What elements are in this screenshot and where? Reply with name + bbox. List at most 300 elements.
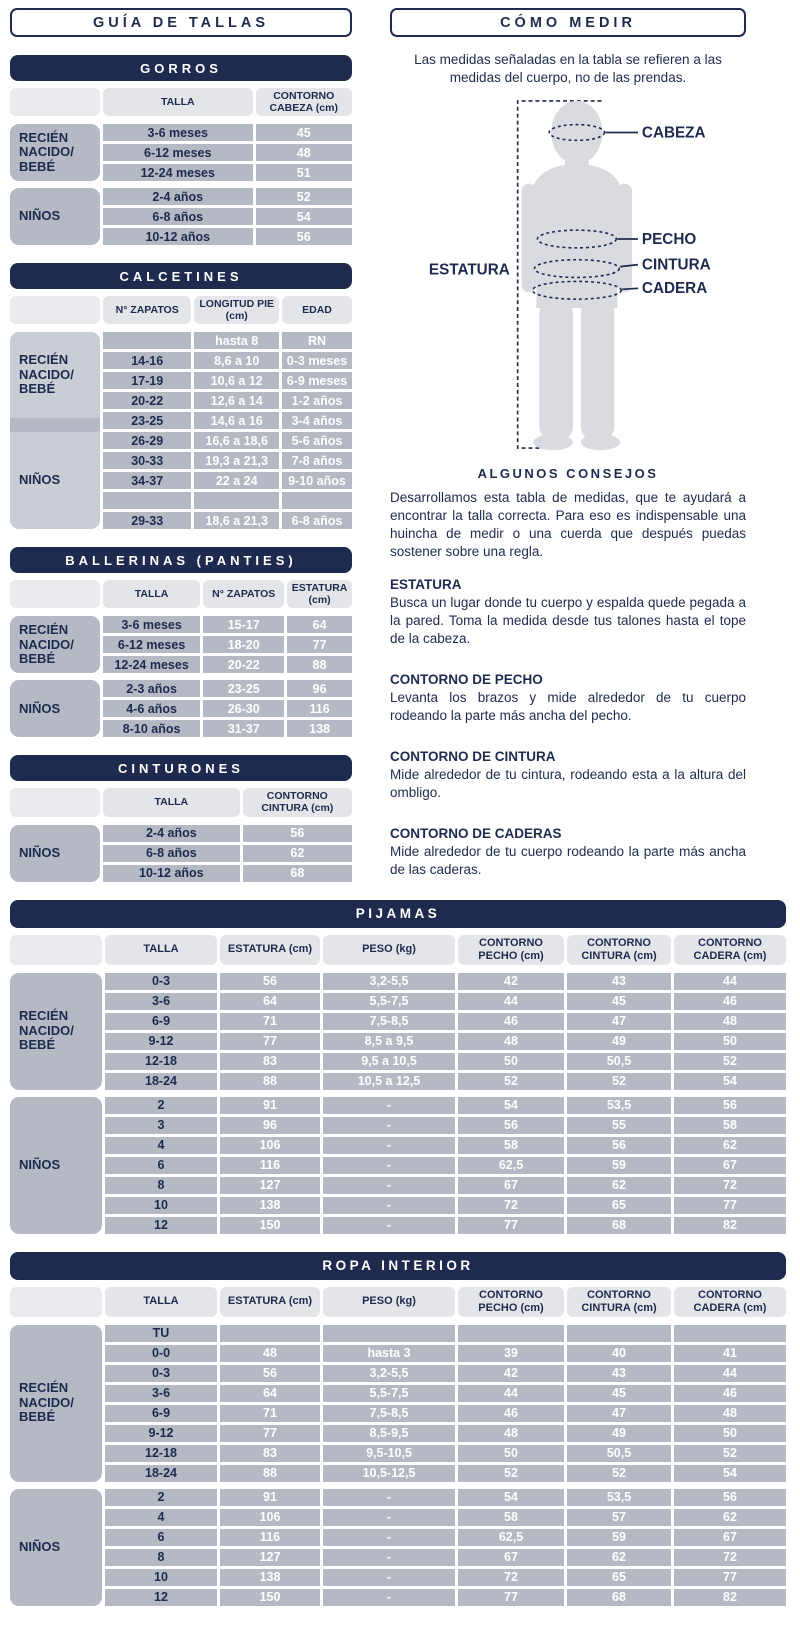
table-cell: 0-3 [105,973,217,990]
table-cell: 10-12 años [103,228,253,245]
table-cell: 10 [105,1197,217,1214]
table-cell: 3-6 [105,993,217,1010]
table-header-row [10,935,786,965]
table-cell: 54 [674,1465,786,1482]
table-cell [282,492,352,509]
table-row [105,973,786,990]
table-cell: 62 [567,1549,671,1566]
table-cell: 71 [220,1405,320,1422]
category-cell [10,124,100,181]
table-row [103,452,352,469]
table-cell: 67 [458,1549,564,1566]
table-row [105,1325,786,1342]
table-header-row [10,580,352,608]
column-header: PESO (kg) [323,1287,455,1317]
section-text: Mide alrededor de tu cuerpo rodeando la parte más ancha de las caderas. [390,843,746,877]
right-column [390,8,746,882]
table-cell: 64 [287,616,352,633]
column-header: CONTORNO CADERA (cm) [674,935,786,965]
rows-container [103,124,352,181]
table-cell: 62 [674,1137,786,1154]
table-cell: 20-22 [103,392,191,409]
table-cell: - [323,1117,455,1134]
table-row [105,1137,786,1154]
rows-container [105,1325,786,1482]
rows-container [103,188,352,245]
table-cell: 71 [220,1013,320,1030]
table-cell: 48 [458,1033,564,1050]
table-cell: 50,5 [567,1445,671,1462]
table-cell: 52 [458,1073,564,1090]
table-cell: 52 [674,1445,786,1462]
table-cell: 44 [674,973,786,990]
measure-section-pecho [390,672,746,725]
table-cell: 9,5-10,5 [323,1445,455,1462]
cadera-label: CADERA [641,280,708,298]
table-header-row [10,296,352,324]
table-cell [458,1325,564,1342]
table-cell: 26-30 [203,700,284,717]
table-cell: 46 [458,1013,564,1030]
table-cell: 3-6 meses [103,124,253,141]
table-cell: 5,5-7,5 [323,993,455,1010]
table-cell: 0-3 meses [282,352,352,369]
column-header: CONTORNO CINTURA (cm) [567,935,671,965]
cabeza-label: CABEZA [641,124,706,142]
category-label: RECIÉN NACIDO/ BEBÉ [19,129,74,174]
table-cell: 29-33 [103,512,191,529]
table-cell: 7,5-8,5 [323,1405,455,1422]
intro-text: Las medidas señaladas en la tabla se refieren a las medidas del cuerpo, no de las prendas. [414,52,722,86]
table-cell: 6 [105,1529,217,1546]
table-cell: 67 [674,1529,786,1546]
corner-cell [10,88,100,116]
table-cell: 44 [458,1385,564,1402]
section-heading: CONTORNO DE PECHO [390,672,543,688]
column-header: EDAD [282,296,352,324]
table-cell: 49 [567,1033,671,1050]
table-cell: 83 [220,1053,320,1070]
table-ballerinas [10,547,352,737]
table-row [105,1013,786,1030]
table-row [103,512,352,529]
rows-container [105,1097,786,1234]
table-ropa_interior [10,1252,786,1606]
table-cell: 127 [220,1549,320,1566]
table-cell: 46 [458,1405,564,1422]
table-cell: 46 [674,1385,786,1402]
table-cell: 44 [458,993,564,1010]
table-cell: 3 [105,1117,217,1134]
column-header: ESTATURA (cm) [220,1287,320,1317]
table-group [10,124,352,181]
table-cell: 9-12 [105,1425,217,1442]
table-cell: 45 [567,1385,671,1402]
table-cell: 56 [256,228,352,245]
table-cell: 9-10 años [282,472,352,489]
table-cell: 6-9 [105,1013,217,1030]
table-cell: - [323,1157,455,1174]
category-label: RECIÉN NACIDO/ BEBÉ [19,1007,74,1053]
table-cell: 0-0 [105,1345,217,1362]
table-row [103,208,352,225]
table-cell: 0-3 [105,1365,217,1382]
table-row [103,392,352,409]
table-cell: 56 [674,1097,786,1114]
table-cell: 10 [105,1569,217,1586]
table-row [103,372,352,389]
table-cell: 52 [567,1465,671,1482]
column-header: CONTORNO PECHO (cm) [458,935,564,965]
table-cell: 52 [458,1465,564,1482]
table-cell: 2-3 años [103,680,200,697]
table-cell: 9,5 a 10,5 [323,1053,455,1070]
table-group [10,973,786,1090]
table-body [10,973,786,1234]
table-cell: 57 [567,1509,671,1526]
table-cell: - [323,1137,455,1154]
table-cell: 23-25 [203,680,284,697]
table-cell: 88 [220,1465,320,1482]
table-cell: 88 [220,1073,320,1090]
table-cell: 72 [458,1569,564,1586]
cintura-label: CINTURA [641,257,711,275]
table-cell: 12-18 [105,1445,217,1462]
column-header: TALLA [103,580,200,608]
table-cell: - [323,1197,455,1214]
table-row [105,1529,786,1546]
table-cell: 49 [567,1425,671,1442]
table-cell: 54 [458,1097,564,1114]
table-cell: 68 [567,1217,671,1234]
corner-cell [10,296,100,324]
child-silhouette [522,101,632,450]
column-header: CONTORNO CABEZA (cm) [256,88,352,116]
table-row [103,412,352,429]
table-cell: 91 [220,1097,320,1114]
table-cell: 4 [105,1137,217,1154]
table-cell: 58 [674,1117,786,1134]
table-cell: 77 [674,1197,786,1214]
table-cell: 12-24 meses [103,656,200,673]
corner-cell [10,935,102,965]
table-cell [103,492,191,509]
table-cell: 5-6 años [282,432,352,449]
category-segment [10,418,100,432]
table-cell: 18,6 a 21,3 [194,512,279,529]
table-cell: 62,5 [458,1157,564,1174]
category-cell [10,1325,102,1482]
table-cell: 7,5-8,5 [323,1013,455,1030]
table-cell: - [323,1489,455,1506]
table-cell: 56 [220,973,320,990]
table-cell: - [323,1217,455,1234]
table-cell: 19,3 a 21,3 [194,452,279,469]
table-cell: 2-4 años [103,825,240,842]
table-cell: - [323,1097,455,1114]
table-cell: 6-12 meses [103,144,253,161]
measure-section-estatura [390,577,746,648]
table-cell: 62 [567,1177,671,1194]
table-cell: 65 [567,1197,671,1214]
table-row [105,1489,786,1506]
table-cell: 53,5 [567,1489,671,1506]
table-cell: 67 [458,1177,564,1194]
category-cell [10,188,100,245]
table-cell: 82 [674,1217,786,1234]
table-cell: 68 [567,1589,671,1606]
category-cell [10,973,102,1090]
table-cell: 6-9 meses [282,372,352,389]
table-cell: 150 [220,1217,320,1234]
table-cell: 138 [287,720,352,737]
table-cell [567,1325,671,1342]
table-cell: 3,2-5,5 [323,973,455,990]
table-cell: 6-9 [105,1405,217,1422]
table-cell: 58 [458,1137,564,1154]
section-text: Mide alrededor de tu cintura, rodeando esta a la altura del ombligo. [390,767,746,800]
table-row [103,332,352,349]
table-cell: 50 [674,1033,786,1050]
category-label: RECIÉN NACIDO/ BEBÉ [19,351,74,397]
table-row [105,1569,786,1586]
table-row [105,1177,786,1194]
table-cell: 7-8 años [282,452,352,469]
column-header: ESTATURA (cm) [220,935,320,965]
pecho-label: PECHO [641,231,697,249]
table-cell: 53,5 [567,1097,671,1114]
table-cell: 2 [105,1097,217,1114]
table-cell: 41 [674,1345,786,1362]
table-cell [323,1325,455,1342]
table-cell: 82 [674,1589,786,1606]
table-cell: 10-12 años [103,865,240,882]
table-cell: 18-24 [105,1465,217,1482]
category-label: RECIÉN NACIDO/ BEBÉ [19,1379,74,1425]
table-row [103,124,352,141]
table-cell: 34-37 [103,472,191,489]
table-cell: 23-25 [103,412,191,429]
table-cell: 48 [256,144,352,161]
table-row [103,228,352,245]
table-cell: - [323,1589,455,1606]
consejos-text: Desarrollamos esta tabla de medidas, que te ayudará a encontrar la talla correcta. Para eso es indispensable una huincha de medir o una cuerda que después puedas sostener sobre una regla. [390,490,746,560]
column-header: CONTORNO CINTURA (cm) [243,788,352,816]
table-cell: 91 [220,1489,320,1506]
table-cell: hasta 8 [194,332,279,349]
table-title: BALLERINAS (PANTIES) [10,547,352,573]
table-group [10,680,352,737]
table-cell: 96 [287,680,352,697]
table-row [103,825,352,842]
table-cell: 50 [458,1445,564,1462]
table-cell: 4 [105,1509,217,1526]
table-title: ROPA INTERIOR [10,1252,786,1280]
table-row [105,1589,786,1606]
table-cell: 45 [567,993,671,1010]
body-silhouette-figure [390,95,740,455]
table-cell: 12,6 a 14 [194,392,279,409]
table-cell: 77 [220,1425,320,1442]
table-cell: 77 [220,1033,320,1050]
table-row [103,188,352,205]
table-cell: 6-8 años [103,845,240,862]
top-section [10,8,790,882]
category-cell [10,825,100,882]
rows-container [103,332,352,529]
section-heading: ESTATURA [390,577,462,593]
table-row [103,472,352,489]
table-cell: 45 [256,124,352,141]
table-row [105,1117,786,1134]
category-cell [10,1097,102,1234]
table-cell: 42 [458,1365,564,1382]
table-cell: 43 [567,973,671,990]
left-tables [10,55,352,882]
table-gorros [10,55,352,245]
table-cell: 150 [220,1589,320,1606]
table-cell: 8 [105,1549,217,1566]
table-cell: 54 [458,1489,564,1506]
table-body [10,616,352,737]
table-cell: 116 [287,700,352,717]
column-header: CONTORNO CADERA (cm) [674,1287,786,1317]
table-cell: 47 [567,1013,671,1030]
table-cell: 56 [674,1489,786,1506]
rows-container [105,1489,786,1606]
table-cell: 47 [567,1405,671,1422]
table-cell: TU [105,1325,217,1342]
table-row [103,656,352,673]
table-group [10,188,352,245]
table-row [105,1073,786,1090]
table-title: CALCETINES [10,263,352,289]
category-label: RECIÉN NACIDO/ BEBÉ [19,621,74,667]
table-cell: 18-20 [203,636,284,653]
category-label: NIÑOS [19,472,61,488]
table-cell: 46 [674,993,786,1010]
estatura-label: ESTATURA [428,261,510,279]
table-cell: 138 [220,1569,320,1586]
table-cell [194,492,279,509]
table-cell: 8 [105,1177,217,1194]
table-row [103,700,352,717]
table-cell: 72 [674,1177,786,1194]
table-row [103,865,352,882]
column-header: ESTATURA (cm) [287,580,352,608]
table-cell: hasta 3 [323,1345,455,1362]
table-cell: 43 [567,1365,671,1382]
table-cell: 62,5 [458,1529,564,1546]
corner-cell [10,1287,102,1317]
column-header: N° ZAPATOS [103,296,191,324]
table-row [105,1053,786,1070]
table-cell: 48 [220,1345,320,1362]
table-cell [674,1325,786,1342]
table-cell: 10,5 a 12,5 [323,1073,455,1090]
table-cell: 65 [567,1569,671,1586]
table-cell: - [323,1509,455,1526]
table-cell: 106 [220,1137,320,1154]
table-cell: 56 [243,825,352,842]
table-cell: 8,5-9,5 [323,1425,455,1442]
table-cell: 8-10 años [103,720,200,737]
table-row [105,1405,786,1422]
table-cell: 4-6 años [103,700,200,717]
table-cell: 10,6 a 12 [194,372,279,389]
table-cell: 12-18 [105,1053,217,1070]
table-cell: 88 [287,656,352,673]
table-row [103,352,352,369]
table-cell: 48 [458,1425,564,1442]
measure-section-cintura [390,749,746,802]
table-cell: 55 [567,1117,671,1134]
table-cell: 6 [105,1157,217,1174]
table-cell: 12 [105,1217,217,1234]
category-cell [10,680,100,737]
table-cell: 2-4 años [103,188,253,205]
table-row [103,492,352,509]
rows-container [103,616,352,673]
table-cell: 72 [674,1549,786,1566]
table-cell [220,1325,320,1342]
table-row [105,1157,786,1174]
column-header: PESO (kg) [323,935,455,965]
table-row [103,680,352,697]
table-cell: - [323,1549,455,1566]
table-cell: 12 [105,1589,217,1606]
table-cell: 31-37 [203,720,284,737]
table-cell: 58 [458,1509,564,1526]
rows-container [105,973,786,1090]
corner-cell [10,788,100,816]
table-cell: 50 [458,1053,564,1070]
category-segment [10,332,100,418]
category-label: NIÑOS [19,844,61,860]
table-cell: 3-6 meses [103,616,200,633]
category-label: NIÑOS [19,700,61,716]
table-cell: 42 [458,973,564,990]
table-cell: 22 a 24 [194,472,279,489]
rows-container [103,825,352,882]
table-cell: 77 [287,636,352,653]
table-cell: 17-19 [103,372,191,389]
column-header: CONTORNO PECHO (cm) [458,1287,564,1317]
table-cell: 59 [567,1529,671,1546]
table-group [10,1325,786,1482]
table-header-row [10,1287,786,1317]
table-group [10,332,352,529]
table-calcetines [10,263,352,529]
section-heading: CONTORNO DE CADERAS [390,825,562,841]
table-title: PIJAMAS [10,900,786,928]
table-row [105,1465,786,1482]
table-row [105,1365,786,1382]
bottom-tables [10,900,790,1606]
table-cell: 77 [674,1569,786,1586]
category-label: NIÑOS [19,1156,61,1172]
table-group [10,1489,786,1606]
table-cell: 68 [243,865,352,882]
table-cell: RN [282,332,352,349]
column-header: CONTORNO CINTURA (cm) [567,1287,671,1317]
table-cell: 106 [220,1509,320,1526]
table-cell: 3,2-5,5 [323,1365,455,1382]
table-cell: 10,5-12,5 [323,1465,455,1482]
table-row [103,164,352,181]
table-header-row [10,788,352,816]
table-cell: 56 [458,1117,564,1134]
